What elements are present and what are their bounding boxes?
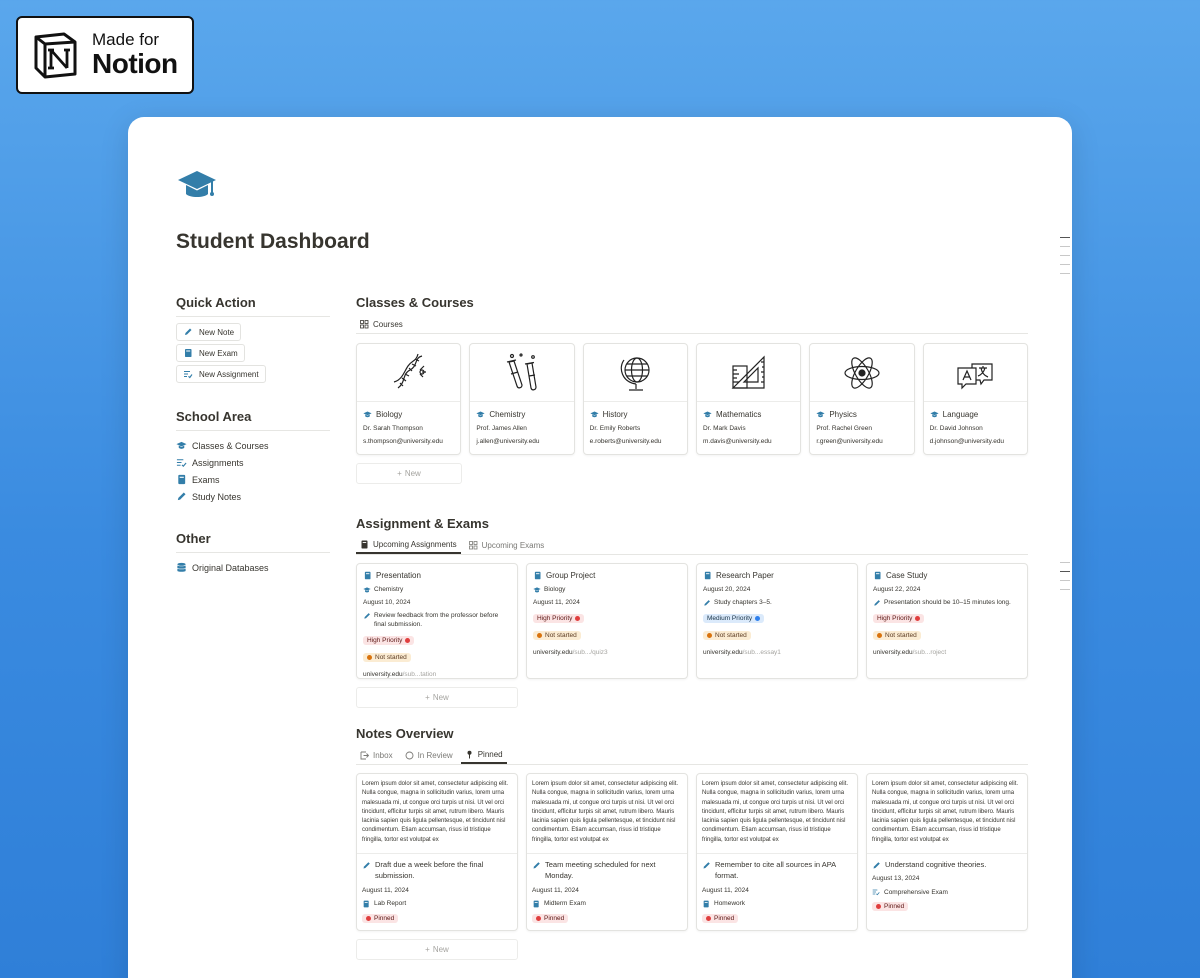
new-assignment-row-button[interactable]: + New — [356, 687, 518, 708]
notes-gallery — [356, 773, 1028, 931]
assignment-date: August 10, 2024 — [363, 599, 411, 607]
status-tag: Pinned — [872, 902, 908, 911]
pencil-icon — [362, 861, 371, 870]
course-email: e.roberts@university.edu — [589, 438, 662, 445]
assignment-title: Presentation — [376, 570, 421, 580]
note-date: August 11, 2024 — [532, 886, 579, 894]
note-title: Understand cognitive theories. — [885, 860, 987, 869]
other-heading: Other — [176, 531, 330, 553]
tab-inbox[interactable]: Inbox — [356, 746, 397, 764]
assignment-url[interactable]: university.edu/sub...tation — [363, 671, 437, 679]
book-icon — [703, 571, 712, 580]
classes-view-tabs — [356, 316, 1028, 334]
graduation-cap-icon — [176, 440, 187, 451]
note-date: August 13, 2024 — [872, 875, 920, 883]
course-name: Language — [942, 409, 979, 419]
globe-icon — [614, 352, 656, 394]
status-dot-icon — [367, 655, 372, 660]
priority-dot-icon — [575, 616, 580, 621]
made-for-notion-badge — [16, 16, 194, 94]
checklist-icon — [872, 888, 880, 896]
assignment-title: Case Study — [886, 570, 928, 580]
new-assignment-button[interactable]: New Assignment — [176, 365, 266, 383]
graduation-cap-icon — [590, 410, 599, 419]
course-professor: Dr. David Johnson — [929, 425, 983, 432]
course-professor: Dr. Mark Davis — [702, 425, 746, 432]
badge-line1: Made for — [92, 30, 160, 50]
pencil-icon — [532, 861, 541, 870]
courses-gallery — [356, 343, 1028, 455]
note-card[interactable] — [696, 773, 858, 931]
priority-tag: High Priority — [363, 636, 414, 645]
course-card[interactable] — [809, 343, 914, 455]
note-type: Homework — [714, 900, 746, 907]
status-tag: Not started — [363, 653, 411, 662]
course-email: s.thompson@university.edu — [363, 438, 443, 445]
graduation-cap-icon — [176, 167, 218, 203]
priority-tag: Medium Priority — [703, 614, 764, 623]
tab-in-review[interactable]: In Review — [401, 746, 457, 764]
assignment-date: August 22, 2024 — [873, 586, 921, 593]
pencil-icon — [872, 861, 881, 870]
tab-upcoming-assignments[interactable]: Upcoming Assignments — [356, 536, 461, 554]
plus-icon: + — [425, 693, 430, 702]
ruler-triangle-icon — [728, 352, 770, 394]
pencil-icon — [363, 612, 371, 620]
course-professor: Prof. James Allen — [476, 425, 527, 432]
assignment-note: Review feedback from the professor before final submission. — [374, 612, 499, 629]
note-card[interactable] — [356, 773, 518, 931]
book-icon — [873, 571, 882, 580]
status-tag: Not started — [533, 631, 581, 640]
note-title: Draft due a week before the final submission. — [375, 860, 484, 881]
note-type: Midterm Exam — [544, 900, 586, 907]
assignment-url[interactable]: university.edu/sub...essay1 — [703, 649, 781, 657]
assignment-note: Study chapters 3–5. — [714, 599, 772, 607]
new-exam-button[interactable]: New Exam — [176, 344, 245, 362]
assignment-course: Biology — [544, 586, 566, 593]
database-icon — [176, 562, 187, 573]
course-professor: Dr. Sarah Thompson — [363, 425, 423, 432]
status-dot-icon — [707, 633, 712, 638]
assignments-exams-heading: Assignment & Exams — [356, 516, 489, 531]
plus-icon: + — [397, 469, 402, 478]
gallery-icon — [360, 320, 369, 329]
note-title: Team meeting scheduled for next Monday. — [545, 860, 656, 881]
course-card[interactable] — [696, 343, 801, 455]
main-column — [356, 295, 1028, 960]
school-area-heading: School Area — [176, 409, 330, 431]
graduation-cap-icon — [363, 410, 372, 419]
note-date: August 11, 2024 — [702, 886, 749, 894]
book-icon — [532, 900, 540, 908]
graduation-cap-icon — [816, 410, 825, 419]
pin-icon — [465, 750, 474, 759]
tab-pinned[interactable]: Pinned — [461, 746, 507, 764]
classes-courses-section — [356, 295, 1028, 484]
note-card[interactable] — [866, 773, 1028, 931]
note-preview: Lorem ipsum dolor sit amet, consectetur adipiscing elit. Nulla congue, magna in sollicitudin varius, lorem urna malesuada mi, ut congue orci turpis ut nisi. Ut vel orci tincidunt, efficitur turpis sit amet, rutrum libero. Mauris lacinia sapien quis ligula pellentesque, et tincidunt nisl condimentum. Etiam accumsan, risus id tristique fringilla, tortor est volutpat ex — [527, 774, 687, 854]
course-email: d.johnson@university.edu — [929, 438, 1005, 445]
course-card[interactable] — [923, 343, 1028, 455]
course-email: r.green@university.edu — [816, 438, 883, 445]
book-icon — [533, 571, 542, 580]
note-title: Remember to cite all sources in APA format. — [715, 860, 836, 881]
nav-item-original-databases[interactable]: Original Databases — [176, 559, 330, 576]
book-icon — [183, 348, 193, 358]
note-preview: Lorem ipsum dolor sit amet, consectetur adipiscing elit. Nulla congue, magna in sollicitudin varius, lorem urna malesuada mi, ut congue orci turpis ut nisi. Ut vel orci tincidunt, efficitur turpis sit amet, rutrum libero. Mauris lacinia sapien quis ligula pellentesque, et tincidunt nisl condimentum. Etiam accumsan, risus id tristique fringilla, tortor est volutpat ex — [357, 774, 517, 854]
status-tag: Not started — [873, 631, 921, 640]
book-icon — [360, 540, 369, 549]
priority-tag: High Priority — [873, 614, 924, 623]
course-name: Physics — [829, 409, 857, 419]
status-dot-icon — [876, 904, 881, 909]
left-sidebar-column — [176, 295, 330, 602]
translate-bubbles-icon — [954, 352, 996, 394]
plus-icon: + — [425, 945, 430, 954]
course-card[interactable] — [356, 343, 461, 455]
status-tag: Pinned — [362, 914, 398, 923]
atom-icon — [841, 352, 883, 394]
nav-item-assignments[interactable]: Assignments — [176, 454, 330, 471]
priority-tag: High Priority — [533, 614, 584, 623]
priority-dot-icon — [755, 616, 760, 621]
assignments-view-tabs — [356, 537, 1028, 555]
quick-action-section — [176, 295, 330, 383]
status-dot-icon — [537, 633, 542, 638]
tab-upcoming-exams[interactable]: Upcoming Exams — [465, 536, 549, 554]
notes-view-tabs — [356, 747, 1028, 765]
course-professor: Dr. Emily Roberts — [589, 425, 641, 432]
course-email: j.allen@university.edu — [476, 438, 540, 445]
book-icon — [176, 474, 187, 485]
graduation-cap-icon — [476, 410, 485, 419]
dna-icon — [388, 352, 430, 394]
assignment-card[interactable] — [866, 563, 1028, 679]
page-outline-marks[interactable] — [1060, 237, 1070, 282]
test-tubes-icon — [501, 352, 543, 394]
assignment-title: Group Project — [546, 570, 596, 580]
badge-line2: Notion — [92, 48, 178, 80]
graduation-cap-icon — [930, 410, 939, 419]
book-icon — [363, 571, 372, 580]
status-tag: Pinned — [532, 914, 568, 923]
new-note-row-button[interactable]: + New — [356, 939, 518, 960]
status-dot-icon — [536, 916, 541, 921]
page-outline-marks-lower[interactable] — [1060, 562, 1070, 598]
assignments-board — [356, 563, 1028, 679]
notion-logo-icon — [30, 30, 80, 80]
checklist-icon — [183, 369, 193, 379]
nav-item-exams[interactable]: Exams — [176, 471, 330, 488]
assignment-note: Presentation should be 10–15 minutes long. — [884, 599, 1011, 607]
gallery-icon — [469, 541, 478, 550]
assignment-card[interactable] — [356, 563, 518, 679]
pencil-icon — [873, 599, 881, 607]
graduation-cap-icon — [533, 586, 541, 594]
assignment-url[interactable]: university.edu/sub.../quiz3 — [533, 649, 608, 657]
course-email: m.davis@university.edu — [702, 438, 772, 445]
nav-item-study-notes[interactable]: Study Notes — [176, 488, 330, 505]
notion-page — [128, 117, 1072, 978]
nav-item-classes-courses[interactable]: Classes & Courses — [176, 437, 330, 454]
classes-courses-heading: Classes & Courses — [356, 295, 474, 310]
pencil-icon — [183, 327, 193, 337]
pencil-icon — [702, 861, 711, 870]
book-icon — [362, 900, 370, 908]
course-name: Chemistry — [489, 409, 526, 419]
course-professor: Prof. Rachel Green — [816, 425, 872, 432]
assignment-url[interactable]: university.edu/sub...roject — [873, 649, 947, 657]
note-date: August 11, 2024 — [362, 886, 409, 894]
assignment-card[interactable] — [696, 563, 858, 679]
page-title: Student Dashboard — [176, 230, 370, 253]
other-section — [176, 531, 330, 576]
assignment-date: August 11, 2024 — [533, 599, 580, 607]
course-card[interactable] — [583, 343, 688, 455]
note-preview: Lorem ipsum dolor sit amet, consectetur adipiscing elit. Nulla congue, magna in sollicitudin varius, lorem urna malesuada mi, ut congue orci turpis ut nisi. Ut vel orci tincidunt, efficitur turpis sit amet, rutrum libero. Mauris lacinia sapien quis ligula pellentesque, et tincidunt nisl condimentum. Etiam accumsan, risus id tristique fringilla, tortor est volutpat ex — [697, 774, 857, 854]
status-dot-icon — [706, 916, 711, 921]
pencil-icon — [176, 491, 187, 502]
priority-dot-icon — [915, 616, 920, 621]
new-course-button[interactable]: + New — [356, 463, 462, 484]
notes-overview-heading: Notes Overview — [356, 726, 454, 741]
notes-overview-section — [356, 726, 1028, 960]
note-card[interactable] — [526, 773, 688, 931]
tab-courses[interactable]: Courses — [356, 315, 407, 333]
assignment-title: Research Paper — [716, 570, 774, 580]
status-tag: Not started — [703, 631, 751, 640]
status-dot-icon — [877, 633, 882, 638]
book-icon — [702, 900, 710, 908]
note-type: Lab Report — [374, 900, 407, 907]
note-preview: Lorem ipsum dolor sit amet, consectetur adipiscing elit. Nulla congue, magna in sollicitudin varius, lorem urna malesuada mi, ut congue orci turpis ut nisi. Ut vel orci tincidunt, efficitur turpis sit amet, rutrum libero. Mauris lacinia sapien quis ligula pellentesque, et tincidunt nisl condimentum. Etiam accumsan, risus id tristique fringilla, tortor est volutpat ex — [867, 774, 1027, 854]
circle-icon — [405, 751, 414, 760]
course-card[interactable] — [469, 343, 574, 455]
note-type: Comprehensive Exam — [884, 888, 948, 896]
assignments-exams-section — [356, 516, 1028, 708]
graduation-cap-icon — [363, 586, 371, 594]
quick-action-heading: Quick Action — [176, 295, 330, 317]
assignment-card[interactable] — [526, 563, 688, 679]
assignment-date: August 20, 2024 — [703, 586, 751, 593]
new-note-button[interactable]: New Note — [176, 323, 241, 341]
course-name: Mathematics — [715, 409, 762, 419]
graduation-cap-icon — [703, 410, 712, 419]
assignment-course: Chemistry — [374, 586, 404, 593]
pencil-icon — [703, 599, 711, 607]
status-tag: Pinned — [702, 914, 738, 923]
checklist-icon — [176, 457, 187, 468]
priority-dot-icon — [405, 638, 410, 643]
school-area-section — [176, 409, 330, 505]
course-name: Biology — [376, 409, 403, 419]
inbox-icon — [360, 751, 369, 760]
course-name: History — [602, 409, 628, 419]
status-dot-icon — [366, 916, 371, 921]
